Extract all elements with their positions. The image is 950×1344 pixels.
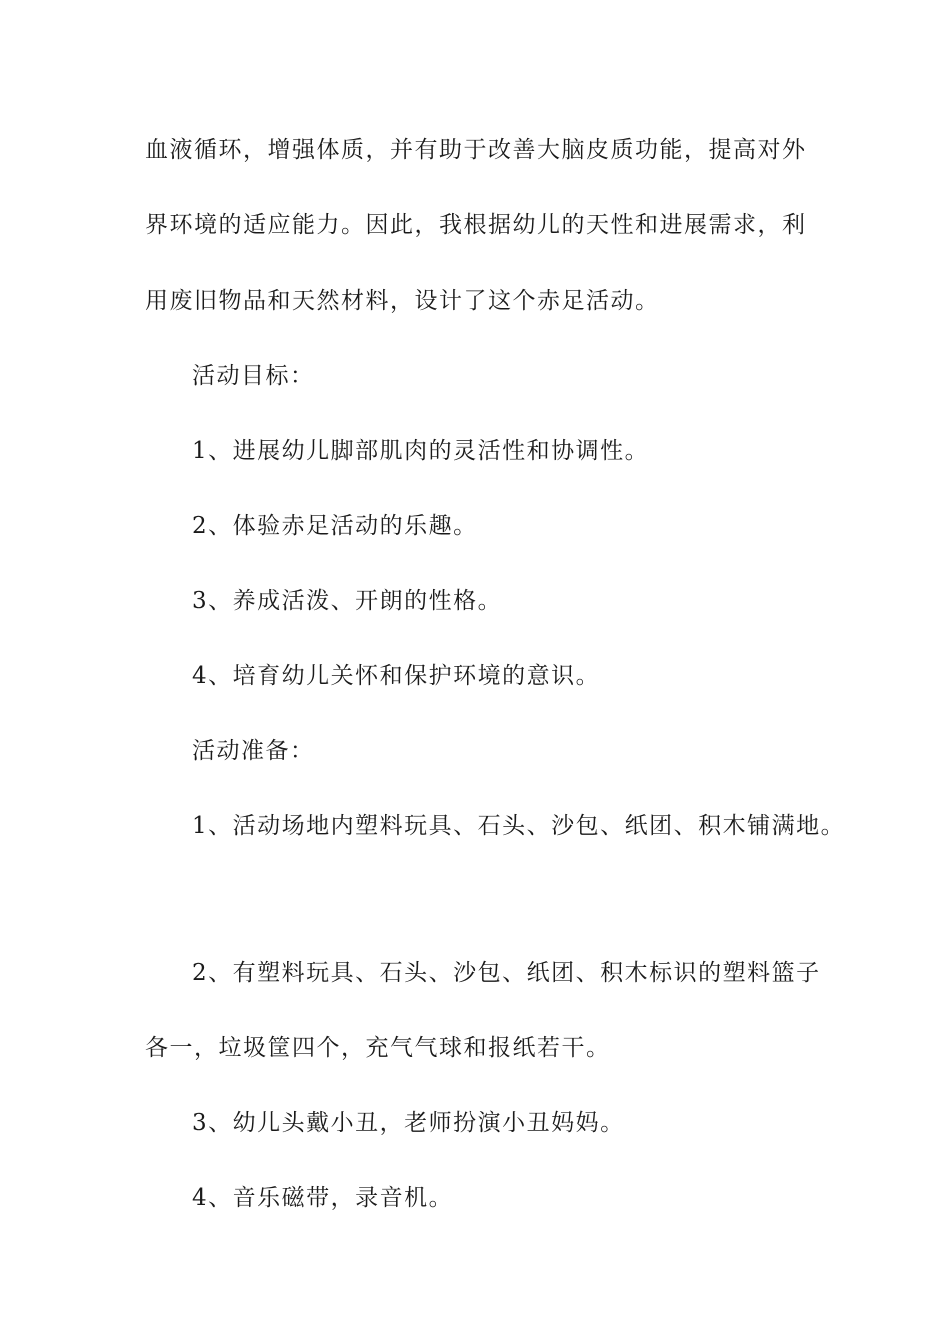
list-item: 3、养成活泼、开朗的性格。 — [192, 588, 503, 614]
list-item: 4、音乐磁带，录音机。 — [192, 1185, 454, 1211]
paragraph-line: 血液循环，增强体质，并有助于改善大脑皮质功能，提高对外 — [145, 137, 807, 163]
list-item: 4、培育幼儿关怀和保护环境的意识。 — [192, 663, 601, 689]
section-heading-preparation: 活动准备： — [192, 738, 315, 764]
list-item: 1、活动场地内塑料玩具、石头、沙包、纸团、积木铺满地。 — [192, 813, 846, 839]
paragraph-line: 用废旧物品和天然材料，设计了这个赤足活动。 — [145, 288, 660, 314]
paragraph-line: 界环境的适应能力。因此，我根据幼儿的天性和进展需求，利 — [145, 212, 807, 238]
list-item: 2、体验赤足活动的乐趣。 — [192, 513, 478, 539]
section-heading-goals: 活动目标： — [192, 363, 315, 389]
list-item: 3、幼儿头戴小丑，老师扮演小丑妈妈。 — [192, 1110, 625, 1136]
list-item: 1、进展幼儿脚部肌肉的灵活性和协调性。 — [192, 438, 650, 464]
list-item-continuation: 各一，垃圾筐四个，充气气球和报纸若干。 — [145, 1035, 611, 1061]
list-item: 2、有塑料玩具、石头、沙包、纸团、积木标识的塑料篮子 — [192, 960, 821, 986]
